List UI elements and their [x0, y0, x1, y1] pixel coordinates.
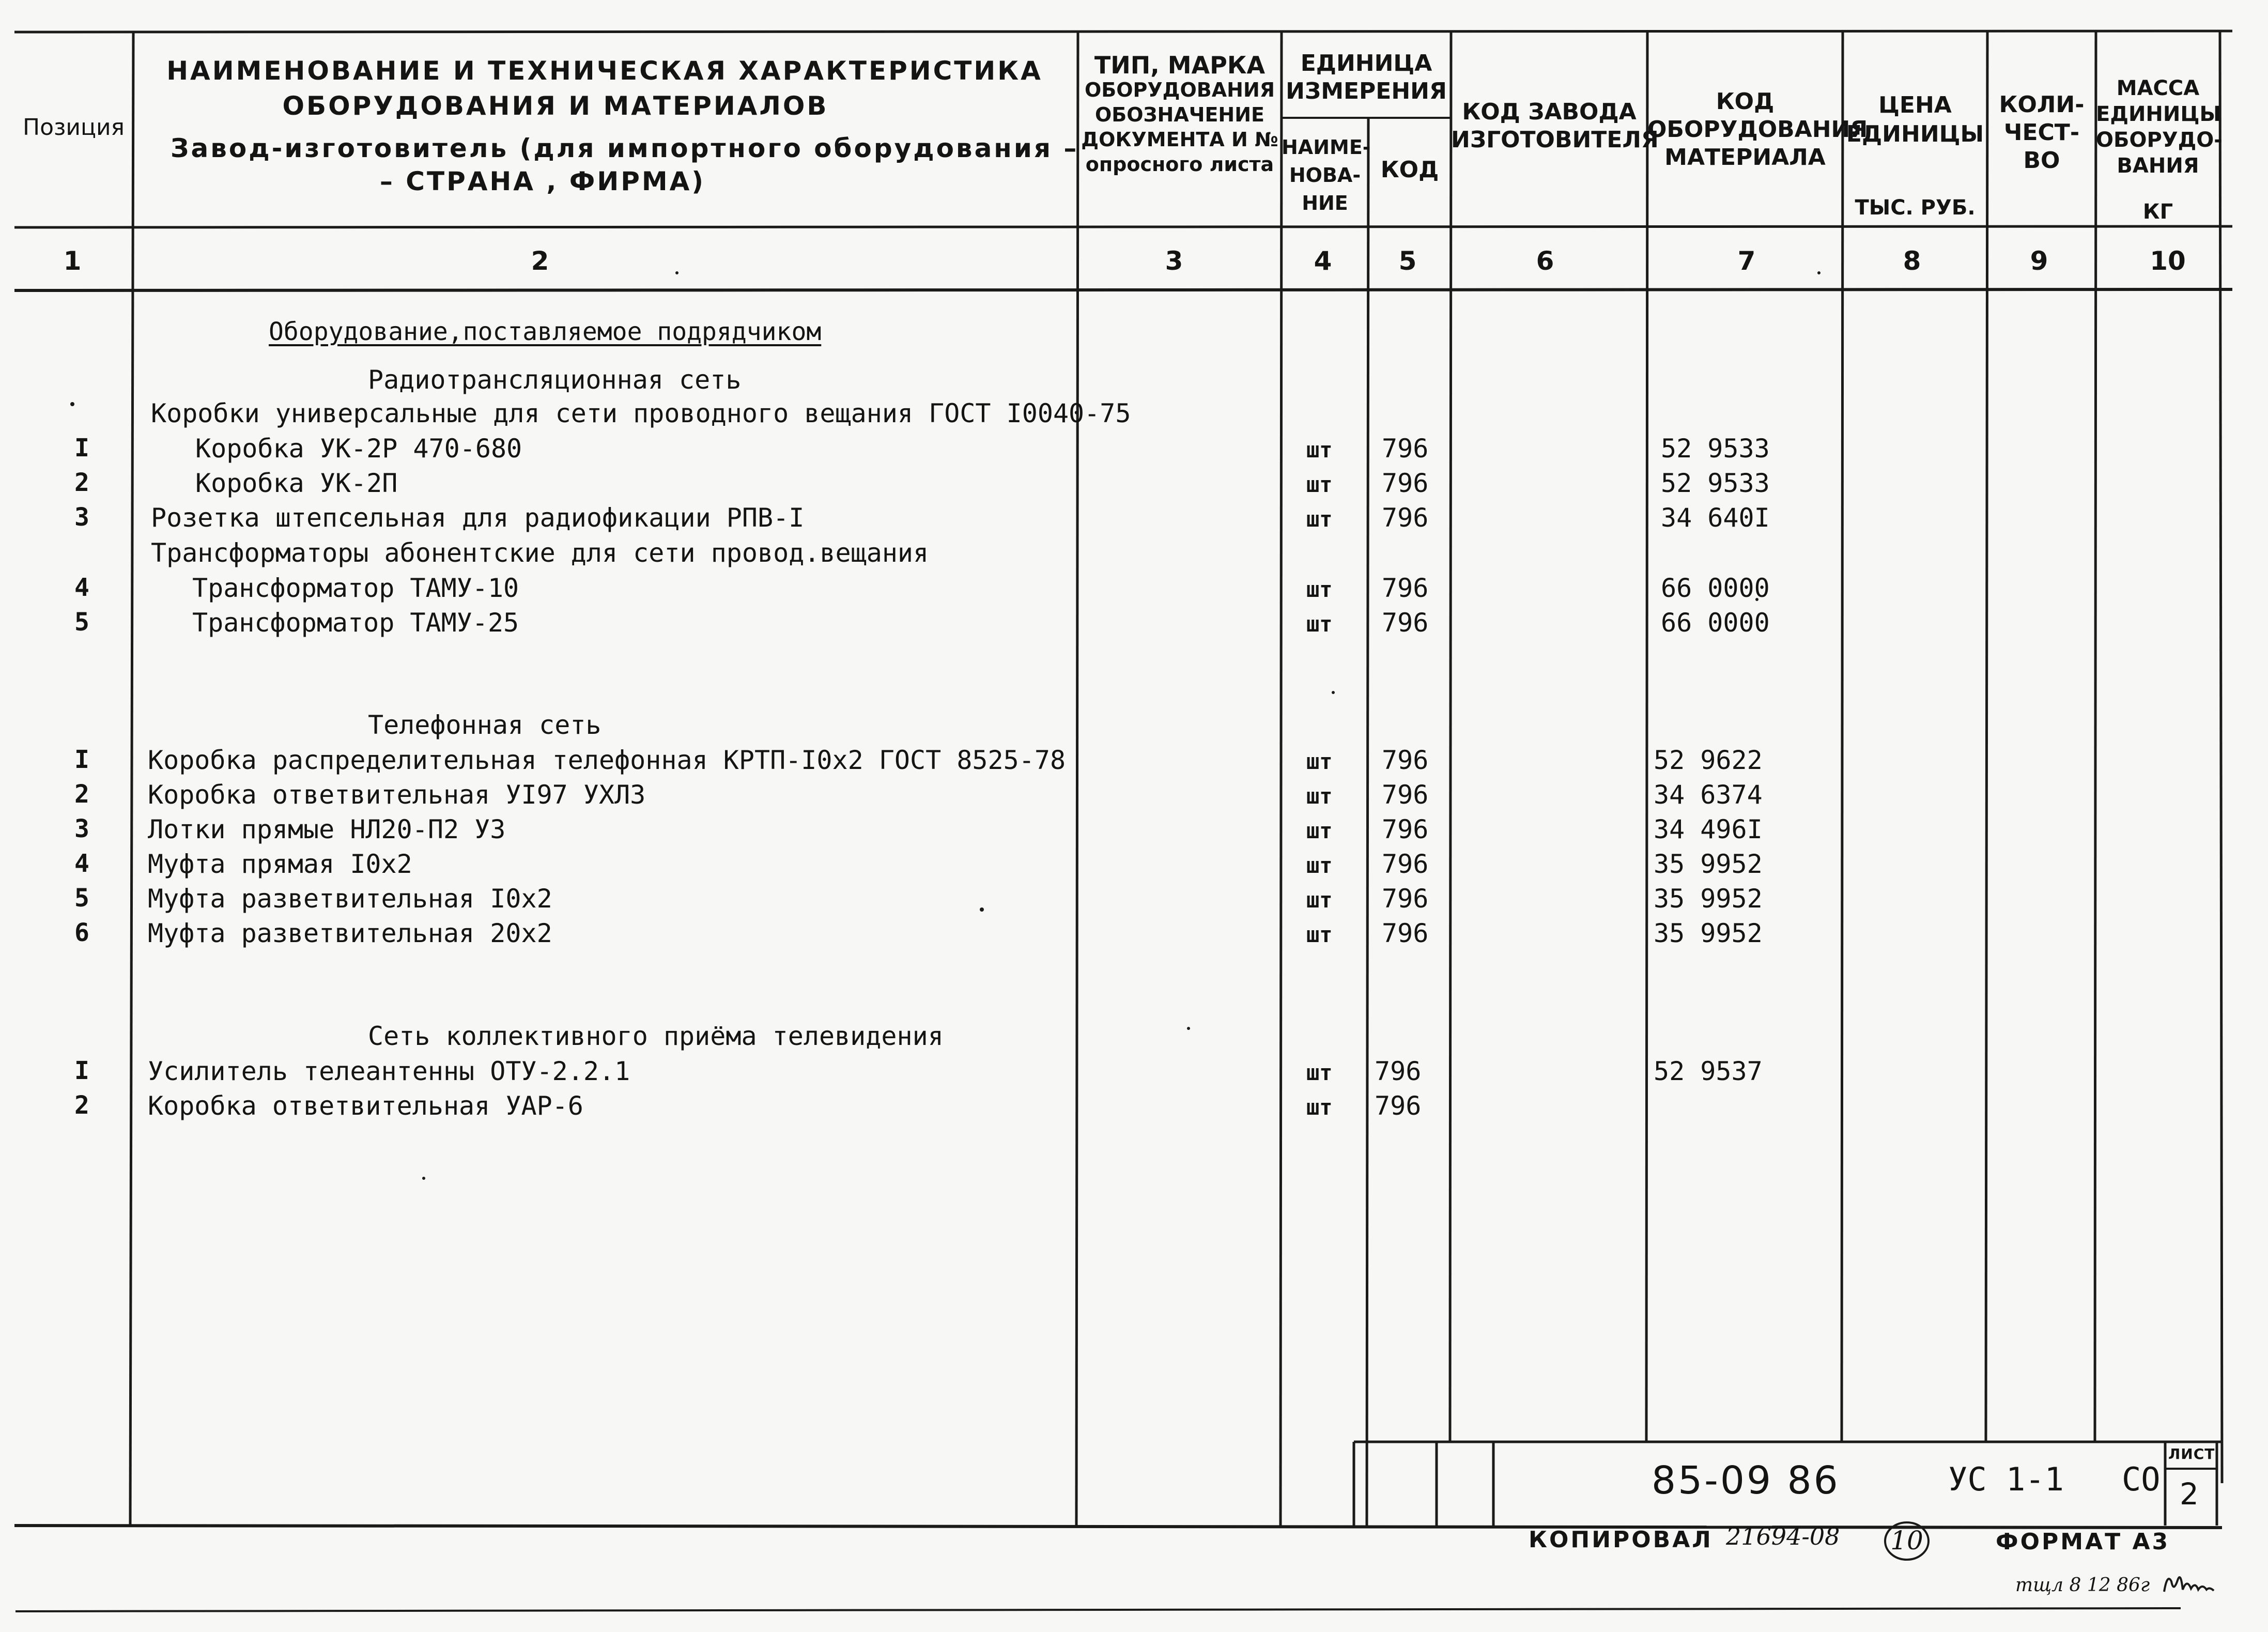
item-position: 4	[74, 849, 89, 878]
item-material-code: 52 9537	[1654, 1056, 1763, 1086]
header-unit-group-line: ЕДИНИЦА	[1300, 50, 1432, 76]
header-col7-line: МАТЕРИАЛА	[1664, 144, 1826, 171]
item-name: Трансформатор ТАМУ-25	[192, 608, 519, 638]
item-unit: шт	[1306, 577, 1333, 602]
item-name: Коробка ответвительная УАР-6	[148, 1091, 583, 1121]
column-number: 8	[1903, 246, 1921, 276]
footer-format-label: ФОРМАТ А3	[1996, 1529, 2170, 1555]
column-number: 4	[1314, 246, 1332, 276]
item-unit: шт	[1306, 922, 1333, 947]
item-unit: шт	[1306, 783, 1333, 809]
item-unit: шт	[1306, 818, 1333, 843]
column-number: 2	[531, 246, 549, 276]
item-code: 796	[1382, 468, 1429, 498]
column-number: 10	[2150, 246, 2186, 276]
header-col5: КОД	[1380, 157, 1439, 183]
footer-copied-label: КОПИРОВАЛ	[1529, 1527, 1713, 1553]
header-col2-sub-line2: – СТРАНА , ФИРМА)	[379, 166, 706, 196]
item-name: Трансформатор ТАМУ-10	[192, 573, 519, 603]
header-col8-line: ЕДИНИЦЫ	[1846, 121, 1984, 147]
item-position: I	[74, 434, 89, 463]
header-col3-line: опросного листа	[1085, 153, 1274, 176]
header-unit-group	[1282, 50, 1451, 105]
header-col8	[1843, 91, 1987, 149]
header-col9-line: ВО	[2023, 147, 2060, 174]
item-material-code: 35 9952	[1654, 884, 1763, 914]
item-code: 796	[1382, 849, 1429, 879]
item-code: 796	[1382, 918, 1429, 948]
header-col9	[1987, 91, 2096, 175]
column-number: 6	[1536, 246, 1554, 276]
header-col10	[2096, 75, 2223, 179]
header-col7-line: КОД	[1716, 88, 1775, 115]
item-material-code: 52 9622	[1654, 745, 1763, 775]
item-position: 5	[74, 608, 89, 637]
header-col4-line: НИЕ	[1302, 192, 1348, 214]
item-code: 796	[1382, 745, 1429, 775]
item-position: 2	[74, 1091, 89, 1120]
header-col10-line: ЕДИНИЦЫ	[2096, 102, 2221, 126]
stamp-sheet-number: 2	[2180, 1476, 2199, 1512]
header-col10-line: ОБОРУДО-	[2096, 128, 2223, 152]
item-name: Лотки прямые НЛ20-П2 УЗ	[148, 814, 506, 844]
item-name: Усилитель телеантенны ОТУ-2.2.1	[148, 1056, 630, 1086]
header-col10-line: МАССА	[2116, 76, 2200, 100]
item-position: 5	[74, 884, 89, 913]
item-code: 796	[1382, 608, 1429, 638]
header-col6-line: ИЗГОТОВИТЕЛЯ	[1451, 127, 1659, 153]
item-name: Муфта прямая I0х2	[148, 849, 412, 879]
header-col3	[1078, 53, 1282, 177]
item-position: I	[74, 745, 89, 774]
column-number: 3	[1165, 246, 1183, 276]
item-code: 796	[1382, 434, 1429, 464]
item-material-code: 34 640I	[1661, 503, 1770, 533]
item-position: I	[74, 1056, 89, 1085]
item-position: 6	[74, 918, 89, 947]
item-code: 796	[1382, 503, 1429, 533]
header-col4-line: НАИМЕ-	[1282, 136, 1371, 159]
header-col9-line: ЧЕСТ-	[2003, 119, 2080, 146]
header-unit-group-line: ИЗМЕРЕНИЯ	[1286, 78, 1447, 104]
header-col1-position: Позиция	[23, 114, 125, 141]
header-col7-line: ОБОРУДОВАНИЯ	[1647, 116, 1868, 143]
header-col2-title-line1: НАИМЕНОВАНИЕ И ТЕХНИЧЕСКАЯ ХАРАКТЕРИСТИКА	[166, 56, 1043, 86]
footer-circled-number: 10	[1890, 1526, 1923, 1556]
item-code: 796	[1382, 780, 1429, 810]
item-code: 796	[1382, 814, 1429, 844]
item-unit: шт	[1306, 1060, 1333, 1085]
item-unit: шт	[1306, 437, 1333, 463]
header-col3-line: ОБОЗНАЧЕНИЕ	[1094, 103, 1264, 126]
item-name: Коробка ответвительная УI97 УХЛЗ	[148, 780, 646, 810]
header-col4-line: НОВА-	[1289, 164, 1361, 187]
header-col8-unit: ТЫС. РУБ.	[1855, 196, 1976, 220]
item-material-code: 66 0000	[1661, 573, 1770, 603]
item-material-code: 34 496I	[1654, 814, 1763, 844]
header-col9-line: КОЛИ-	[1999, 91, 2085, 118]
item-code: 796	[1382, 573, 1429, 603]
item-name: Муфта разветвительная I0х2	[148, 884, 552, 914]
header-col2-sub-line1: Завод-изготовитель (для импортного оборудования –	[171, 133, 1079, 163]
item-unit: шт	[1306, 853, 1333, 878]
section-title: Оборудование,поставляемое подрядчиком	[269, 317, 822, 346]
item-name: Розетка штепсельная для радиофикации РПВ-I	[151, 503, 805, 533]
header-col3-line: ОБОРУДОВАНИЯ	[1084, 79, 1275, 101]
header-col8-line: ЦЕНА	[1878, 92, 1952, 118]
footer-copied-number: 21694-08	[1726, 1522, 1840, 1550]
section-heading: Телефонная сеть	[368, 710, 601, 740]
item-name: Коробка УК-2Р 470-680	[195, 434, 522, 464]
header-col6	[1451, 98, 1659, 154]
header-col10-unit: КГ	[2142, 200, 2173, 224]
item-name: Коробка УК-2П	[195, 468, 398, 498]
header-col3-line: ТИП, МАРКА	[1094, 51, 1266, 79]
item-code: 796	[1375, 1056, 1422, 1086]
item-material-code: 66 0000	[1661, 608, 1770, 638]
header-col4	[1282, 133, 1371, 217]
header-col2-title-line2: ОБОРУДОВАНИЯ И МАТЕРИАЛОВ	[282, 91, 829, 121]
item-name: Коробка распределительная телефонная КРТП-I0х2 ГОСТ 8525-78	[148, 745, 1066, 775]
stamp-document-number: 85-09 86	[1652, 1458, 1840, 1503]
footer-signature-date: тщл 8 12 86г	[2015, 1575, 2150, 1596]
item-material-code: 34 6374	[1654, 780, 1763, 810]
signature-mark	[2160, 1566, 2217, 1602]
item-material-code: 52 9533	[1661, 468, 1770, 498]
column-number: 7	[1737, 246, 1756, 276]
item-position: 4	[74, 573, 89, 602]
column-number: 1	[63, 246, 82, 276]
section-heading: Радиотрансляционная сеть	[368, 365, 742, 395]
item-unit: шт	[1306, 611, 1333, 637]
header-col10-line: ВАНИЯ	[2117, 154, 2199, 178]
item-name: Муфта разветвительная 20х2	[148, 918, 552, 948]
item-name: Трансформаторы абонентские для сети провод.вещания	[151, 538, 929, 568]
stamp-document-code: УС 1-1 СО	[1948, 1460, 2161, 1498]
item-material-code: 35 9952	[1654, 849, 1763, 879]
item-material-code: 52 9533	[1661, 434, 1770, 464]
item-unit: шт	[1306, 749, 1333, 774]
item-position: 2	[74, 780, 89, 809]
item-unit: шт	[1306, 472, 1333, 497]
section-heading: Сеть коллективного приёма телевидения	[368, 1021, 944, 1051]
header-col7	[1647, 88, 1868, 172]
item-code: 796	[1382, 884, 1429, 914]
item-name: Коробки универсальные для сети проводного вещания ГОСТ I0040-75	[151, 398, 1131, 428]
item-unit: шт	[1306, 1095, 1333, 1120]
item-unit: шт	[1306, 506, 1333, 532]
item-position: 3	[74, 503, 89, 532]
column-number: 5	[1398, 246, 1417, 276]
item-position: 2	[74, 468, 89, 497]
item-code: 796	[1375, 1091, 1422, 1121]
column-number: 9	[2030, 246, 2048, 276]
item-position: 3	[74, 814, 89, 843]
header-col3-line: ДОКУМЕНТА И №	[1081, 128, 1278, 151]
header-col6-line: КОД ЗАВОДА	[1462, 99, 1637, 125]
item-unit: шт	[1306, 887, 1333, 913]
item-material-code: 35 9952	[1654, 918, 1763, 948]
stamp-sheet-label: ЛИСТ	[2168, 1445, 2215, 1462]
